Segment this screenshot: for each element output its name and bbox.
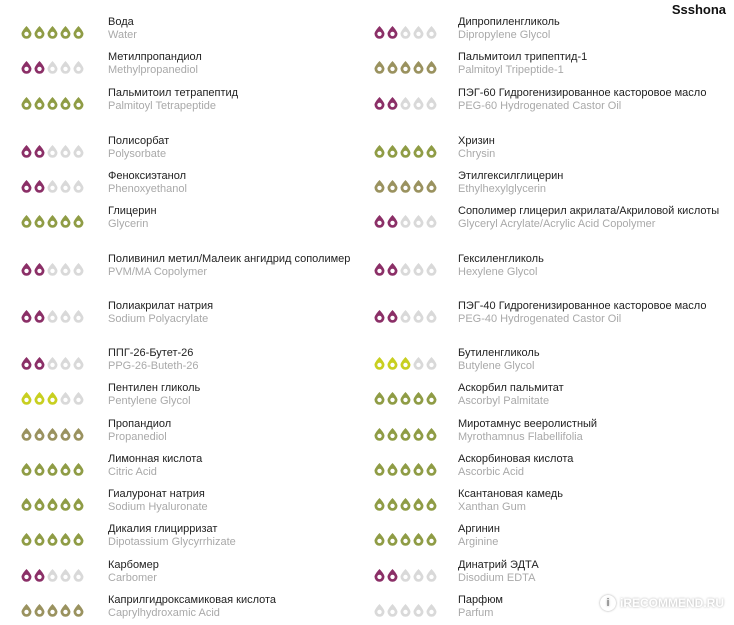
drop-icon [425, 532, 438, 546]
drop-icon [425, 179, 438, 193]
ingredient-text [458, 135, 728, 160]
watermark [600, 595, 724, 611]
drop-icon [373, 60, 386, 74]
ingredient-name-en: Myrothamnus Flabellifolia [458, 430, 583, 443]
drop-icon [20, 497, 33, 511]
drop-icon [20, 427, 33, 441]
drop-icon [373, 427, 386, 441]
drop-icon [412, 179, 425, 193]
ingredient-text [458, 253, 728, 278]
drop-icon [46, 60, 59, 74]
drop-icon [59, 25, 72, 39]
ingredient-name-ru[interactable]: Аргинин [458, 523, 500, 535]
drop-icon [46, 391, 59, 405]
watermark-text: iRECOMMEND.RU [620, 596, 724, 610]
drop-icon [399, 214, 412, 228]
drop-icon [72, 603, 85, 617]
drop-icon [59, 309, 72, 323]
drop-icon [72, 497, 85, 511]
drop-icon [46, 568, 59, 582]
ingredient-text [108, 559, 358, 584]
ingredient-name-ru[interactable]: Аскорбил пальмитат [458, 382, 564, 394]
ingredient-text [458, 382, 728, 407]
ingredient-text [108, 87, 358, 112]
drop-icon [46, 179, 59, 193]
drop-icon [33, 309, 46, 323]
drop-icon [20, 179, 33, 193]
drop-icon [399, 179, 412, 193]
ingredient-text [108, 523, 358, 548]
drop-icon [425, 309, 438, 323]
ingredient-name-ru[interactable]: ПЭГ-60 Гидрогенизированное касторовое масло [458, 87, 707, 99]
ingredient-text [108, 418, 358, 443]
ingredient-name-en: PPG-26-Buteth-26 [108, 359, 199, 372]
drop-icon [412, 427, 425, 441]
drop-icon [386, 309, 399, 323]
ingredient-name-ru[interactable]: Аскорбиновая кислота [458, 453, 574, 465]
ingredient-text [108, 594, 358, 619]
safety-rating [20, 391, 85, 405]
safety-rating [20, 309, 85, 323]
drop-icon [373, 568, 386, 582]
ingredient-name-en: Glyceryl Acrylate/Acrylic Acid Copolymer [458, 217, 656, 230]
ingredient-text [108, 488, 358, 513]
ingredient-name-ru[interactable]: Поливинил метил/Малеик ангидрид сополимер [108, 253, 351, 265]
drop-icon [412, 391, 425, 405]
drop-icon [373, 25, 386, 39]
ingredient-name-ru[interactable]: Феноксиэтанол [108, 170, 187, 182]
ingredient-text [458, 418, 728, 443]
safety-rating [20, 497, 85, 511]
ingredient-text [108, 135, 358, 160]
drop-icon [386, 25, 399, 39]
drop-icon [20, 532, 33, 546]
ingredient-name-ru[interactable]: Пропандиол [108, 418, 172, 430]
drop-icon [386, 214, 399, 228]
drop-icon [46, 497, 59, 511]
ingredient-name-en: Palmitoyl Tetrapeptide [108, 99, 217, 112]
drop-icon [399, 356, 412, 370]
drop-icon [373, 214, 386, 228]
drop-icon [59, 144, 72, 158]
drop-icon [33, 391, 46, 405]
safety-rating [373, 96, 438, 110]
drop-icon [373, 179, 386, 193]
ingredient-text [108, 382, 358, 407]
drop-icon [386, 262, 399, 276]
drop-icon [33, 568, 46, 582]
ingredient-name-en: Dipotassium Glycyrrhizate [108, 535, 236, 548]
drop-icon [46, 532, 59, 546]
ingredient-name-ru[interactable]: Полиакрилат натрия [108, 300, 214, 312]
drop-icon [46, 214, 59, 228]
ingredient-name-en: Water [108, 28, 137, 41]
safety-rating [20, 214, 85, 228]
ingredient-name-ru[interactable]: Ксантановая камедь [458, 488, 563, 500]
ingredient-name-en: Chrysin [458, 147, 496, 160]
ingredient-name-ru[interactable]: Этилгексилглицерин [458, 170, 564, 182]
ingredient-name-en: Ascorbyl Palmitate [458, 394, 550, 407]
drop-icon [33, 356, 46, 370]
drop-icon [425, 427, 438, 441]
drop-icon [33, 462, 46, 476]
drop-icon [386, 462, 399, 476]
drop-icon [412, 25, 425, 39]
drop-icon [59, 356, 72, 370]
drop-icon [399, 96, 412, 110]
drop-icon [425, 262, 438, 276]
safety-rating [20, 25, 85, 39]
drop-icon [59, 179, 72, 193]
ingredient-name-en: Phenoxyethanol [108, 182, 187, 195]
drop-icon [33, 179, 46, 193]
ingredient-text [108, 170, 358, 195]
ingredient-name-en: Butylene Glycol [458, 359, 535, 372]
safety-rating [20, 532, 85, 546]
drop-icon [20, 309, 33, 323]
drop-icon [72, 60, 85, 74]
safety-rating [373, 214, 438, 228]
drop-icon [386, 179, 399, 193]
drop-icon [386, 427, 399, 441]
drop-icon [425, 96, 438, 110]
drop-icon [386, 603, 399, 617]
drop-icon [425, 25, 438, 39]
drop-icon [412, 144, 425, 158]
ingredient-name-en: Hexylene Glycol [458, 265, 538, 278]
ingredient-text [108, 16, 358, 41]
ingredient-name-en: PEG-40 Hydrogenated Castor Oil [458, 312, 622, 325]
ingredient-name-en: Ethylhexylglycerin [458, 182, 547, 195]
drop-icon [72, 262, 85, 276]
drop-icon [59, 532, 72, 546]
ingredient-name-en: Dipropylene Glycol [458, 28, 551, 41]
drop-icon [72, 25, 85, 39]
drop-icon [46, 262, 59, 276]
drop-icon [46, 144, 59, 158]
drop-icon [33, 497, 46, 511]
ingredient-name-en: Ascorbic Acid [458, 465, 525, 478]
ingredient-text [108, 205, 358, 230]
drop-icon [373, 96, 386, 110]
safety-rating [20, 179, 85, 193]
drop-icon [20, 96, 33, 110]
drop-icon [46, 427, 59, 441]
safety-rating [20, 603, 85, 617]
ingredient-name-ru[interactable]: Метилпропандиол [108, 51, 202, 63]
drop-icon [72, 427, 85, 441]
drop-icon [20, 462, 33, 476]
ingredient-name-en: Glycerin [108, 217, 149, 230]
drop-icon [425, 60, 438, 74]
safety-rating [373, 497, 438, 511]
drop-icon [399, 309, 412, 323]
safety-rating [373, 144, 438, 158]
ingredient-name-ru[interactable]: Каприлгидроксамиковая кислота [108, 594, 277, 606]
drop-icon [72, 532, 85, 546]
drop-icon [425, 462, 438, 476]
ingredient-name-ru[interactable]: Дипропиленгликоль [458, 16, 560, 28]
drop-icon [33, 144, 46, 158]
drop-icon [412, 532, 425, 546]
drop-icon [46, 603, 59, 617]
drop-icon [412, 356, 425, 370]
drop-icon [373, 462, 386, 476]
drop-icon [72, 356, 85, 370]
ingredient-text [108, 453, 358, 478]
username-label[interactable]: Ssshona [671, 2, 726, 17]
drop-icon [399, 25, 412, 39]
drop-icon [425, 356, 438, 370]
drop-icon [412, 60, 425, 74]
drop-icon [20, 568, 33, 582]
drop-icon [72, 462, 85, 476]
ingredient-name-ru[interactable]: Хризин [458, 135, 495, 147]
drop-icon [72, 179, 85, 193]
ingredient-name-ru[interactable]: Дикалия глицирризат [108, 523, 218, 535]
drop-icon [373, 497, 386, 511]
ingredient-text [108, 347, 358, 372]
ingredient-name-en: Xanthan Gum [458, 500, 526, 513]
drop-icon [412, 603, 425, 617]
drop-icon [59, 262, 72, 276]
ingredient-name-ru[interactable]: Пентилен гликоль [108, 382, 201, 394]
drop-icon [72, 391, 85, 405]
safety-rating [20, 427, 85, 441]
drop-icon [46, 25, 59, 39]
safety-rating [20, 60, 85, 74]
ingredient-name-ru[interactable]: Лимонная кислота [108, 453, 203, 465]
drop-icon [46, 356, 59, 370]
drop-icon [386, 96, 399, 110]
ingredient-name-ru[interactable]: Парфюм [458, 594, 503, 606]
drop-icon [72, 568, 85, 582]
ingredient-name-ru[interactable]: Полисорбат [108, 135, 170, 147]
safety-rating [373, 532, 438, 546]
drop-icon [386, 391, 399, 405]
drop-icon [399, 427, 412, 441]
ingredient-text [458, 523, 728, 548]
ingredient-name-ru[interactable]: Пальмитоил трипептид-1 [458, 51, 588, 63]
drop-icon [412, 568, 425, 582]
drop-icon [33, 96, 46, 110]
drop-icon [59, 568, 72, 582]
ingredient-name-ru[interactable]: Гиалуронат натрия [108, 488, 205, 500]
safety-rating [373, 262, 438, 276]
ingredient-text [458, 347, 728, 372]
ingredient-name-ru[interactable]: Пальмитоил тетрапептид [108, 87, 239, 99]
ingredient-name-en: Pentylene Glycol [108, 394, 191, 407]
safety-rating [373, 309, 438, 323]
drop-icon [386, 532, 399, 546]
ingredient-name-en: Propanediol [108, 430, 167, 443]
ingredient-text [458, 488, 728, 513]
safety-rating [20, 144, 85, 158]
drop-icon [412, 462, 425, 476]
drop-icon [59, 96, 72, 110]
drop-icon [59, 603, 72, 617]
drop-icon [412, 262, 425, 276]
ingredient-name-ru[interactable]: Бутиленгликоль [458, 347, 540, 359]
drop-icon [373, 603, 386, 617]
ingredient-name-en: PVM/MA Copolymer [108, 265, 208, 278]
safety-rating [373, 391, 438, 405]
safety-rating [373, 356, 438, 370]
drop-icon [399, 60, 412, 74]
ingredient-name-en: Methylpropanediol [108, 63, 198, 76]
ingredient-text [458, 559, 728, 584]
drop-icon [425, 603, 438, 617]
ingredient-name-en: PEG-60 Hydrogenated Castor Oil [458, 99, 622, 112]
drop-icon [20, 25, 33, 39]
safety-rating [20, 462, 85, 476]
drop-icon [412, 497, 425, 511]
ingredient-name-en: Citric Acid [108, 465, 157, 478]
drop-icon [59, 462, 72, 476]
drop-icon [386, 568, 399, 582]
drop-icon [33, 60, 46, 74]
drop-icon [425, 144, 438, 158]
ingredient-name-en: Parfum [458, 606, 494, 619]
ingredient-name-en: Palmitoyl Tripeptide-1 [458, 63, 564, 76]
ingredient-text [458, 51, 728, 76]
ingredient-text [108, 51, 358, 76]
drop-icon [20, 603, 33, 617]
drop-icon [373, 391, 386, 405]
drop-icon [20, 356, 33, 370]
drop-icon [399, 603, 412, 617]
drop-icon [412, 214, 425, 228]
drop-icon [373, 144, 386, 158]
drop-icon [399, 391, 412, 405]
safety-rating [20, 96, 85, 110]
drop-icon [399, 262, 412, 276]
safety-rating [373, 568, 438, 582]
ingredient-text [108, 253, 358, 278]
drop-icon [33, 214, 46, 228]
drop-icon [425, 497, 438, 511]
drop-icon [373, 309, 386, 323]
drop-icon [399, 462, 412, 476]
ingredient-text [458, 16, 728, 41]
ingredient-name-ru[interactable]: Гексиленгликоль [458, 253, 544, 265]
drop-icon [412, 96, 425, 110]
drop-icon [373, 262, 386, 276]
ingredient-text [458, 87, 728, 112]
ingredient-name-ru[interactable]: ППГ-26-Бутет-26 [108, 347, 194, 359]
drop-icon [399, 532, 412, 546]
safety-rating [373, 60, 438, 74]
ingredient-name-ru[interactable]: Сополимер глицерил акрилата/Акриловой кислоты [458, 205, 720, 217]
drop-icon [386, 60, 399, 74]
drop-icon [399, 568, 412, 582]
ingredient-name-en: Polysorbate [108, 147, 167, 160]
safety-rating [373, 179, 438, 193]
drop-icon [386, 144, 399, 158]
drop-icon [72, 96, 85, 110]
drop-icon [33, 25, 46, 39]
ingredient-name-en: Carbomer [108, 571, 157, 584]
ingredient-name-ru[interactable]: Динатрий ЭДТА [458, 559, 539, 571]
ingredient-text [108, 300, 358, 325]
drop-icon [72, 309, 85, 323]
drop-icon [46, 96, 59, 110]
drop-icon [33, 262, 46, 276]
ingredient-name-en: Arginine [458, 535, 499, 548]
drop-icon [72, 144, 85, 158]
ingredient-name-en: Caprylhydroxamic Acid [108, 606, 220, 619]
safety-rating [373, 462, 438, 476]
drop-icon [20, 262, 33, 276]
ingredient-name-ru[interactable]: Глицерин [108, 205, 157, 217]
drop-icon [386, 497, 399, 511]
drop-icon [46, 462, 59, 476]
safety-rating [373, 25, 438, 39]
ingredient-name-en: Sodium Polyacrylate [108, 312, 209, 325]
drop-icon [373, 532, 386, 546]
drop-icon [425, 214, 438, 228]
drop-icon [33, 427, 46, 441]
drop-icon [425, 568, 438, 582]
ingredient-name-ru[interactable]: Миротамнус вееролистный [458, 418, 598, 430]
drop-icon [59, 497, 72, 511]
ingredient-text [458, 170, 728, 195]
drop-icon [20, 214, 33, 228]
drop-icon [72, 214, 85, 228]
ingredient-name-en: Sodium Hyaluronate [108, 500, 208, 513]
safety-rating [20, 262, 85, 276]
drop-icon [386, 356, 399, 370]
drop-icon [33, 603, 46, 617]
ingredient-name-ru[interactable]: Вода [108, 16, 134, 28]
drop-icon [399, 497, 412, 511]
drop-icon [33, 532, 46, 546]
ingredient-text [458, 300, 728, 325]
drop-icon [412, 309, 425, 323]
safety-rating [20, 568, 85, 582]
drop-icon [425, 391, 438, 405]
drop-icon [59, 214, 72, 228]
drop-icon [59, 391, 72, 405]
ingredient-name-ru[interactable]: ПЭГ-40 Гидрогенизированное касторовое масло [458, 300, 707, 312]
drop-icon [59, 60, 72, 74]
ingredient-name-en: Disodium EDTA [458, 571, 536, 584]
drop-icon [373, 356, 386, 370]
drop-icon [20, 144, 33, 158]
ingredient-name-ru[interactable]: Карбомер [108, 559, 159, 571]
safety-rating [373, 427, 438, 441]
drop-icon [20, 391, 33, 405]
safety-rating [373, 603, 438, 617]
drop-icon [46, 309, 59, 323]
drop-icon [399, 144, 412, 158]
recommend-logo-icon: i [600, 595, 616, 611]
ingredient-text [458, 205, 728, 230]
ingredient-text [458, 453, 728, 478]
safety-rating [20, 356, 85, 370]
drop-icon [59, 427, 72, 441]
drop-icon [20, 60, 33, 74]
